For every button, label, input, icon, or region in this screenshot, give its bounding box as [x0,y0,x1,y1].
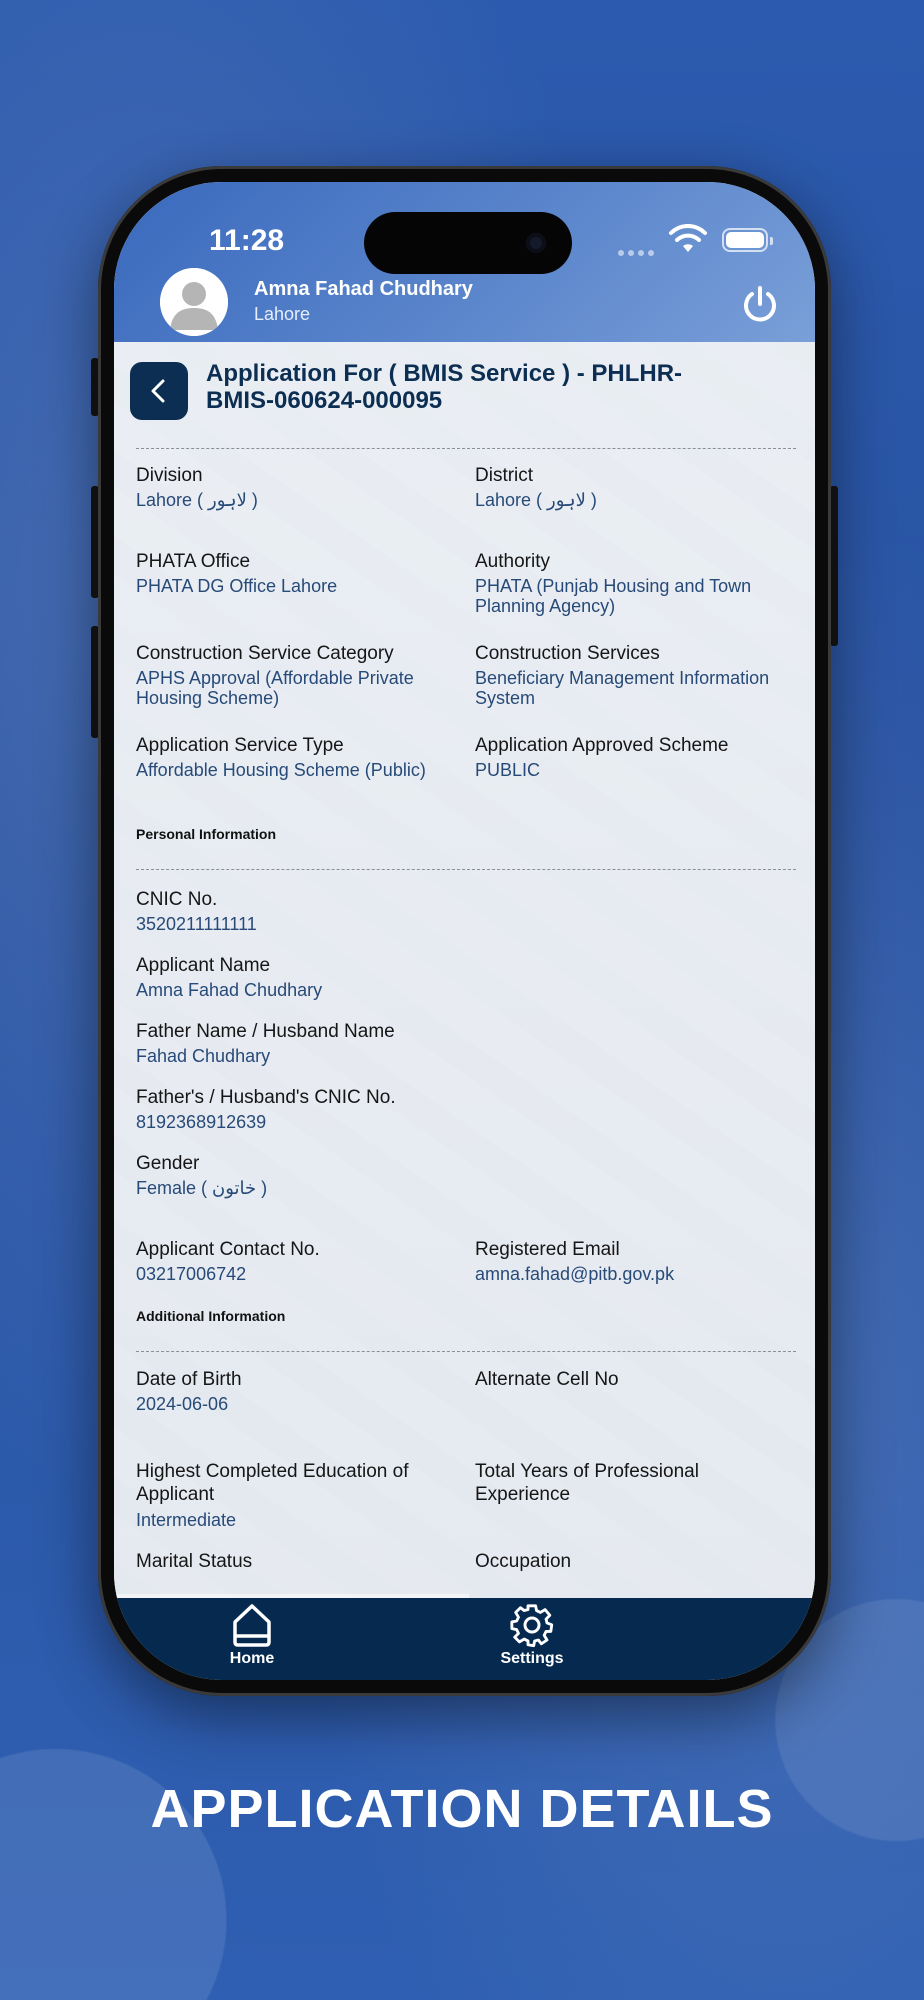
authority-label: Authority [475,551,550,572]
division-value: Lahore ( لاہور ) [136,490,258,510]
gender-label: Gender [136,1153,200,1174]
authority-value: PHATA (Punjab Housing and Town Planning Agency) [475,576,752,616]
nav-settings-label: Settings [500,1650,564,1667]
home-icon [230,1602,274,1648]
service-type-value: Affordable Housing Scheme (Public) [136,760,426,780]
contact-value: 03217006742 [136,1264,247,1284]
construction-services-value: Beneficiary Management Information System [475,668,770,708]
app-header [114,182,815,342]
gear-icon [509,1602,555,1648]
gender-value: Female ( خاتون ) [136,1178,268,1198]
father-cnic-label: Father's / Husband's CNIC No. [136,1087,396,1108]
education-value: Intermediate [136,1510,237,1530]
phata-office-label: PHATA Office [136,551,251,572]
user-city: Lahore [254,304,311,324]
cellular-signal-icon [618,250,654,256]
construction-services-label: Construction Services [475,643,660,664]
battery-icon [722,228,768,252]
construction-category-value: APHS Approval (Affordable Private Housing Scheme) [136,668,414,708]
chevron-left-icon [130,362,188,420]
divider [136,448,796,449]
camera-icon [526,233,546,253]
district-value: Lahore ( لاہور ) [475,490,597,510]
avatar[interactable] [160,268,228,336]
service-type-label: Application Service Type [136,735,344,756]
back-button[interactable] [130,362,188,420]
father-name-label: Father Name / Husband Name [136,1021,395,1042]
cnic-value: 3520211111111 [136,914,257,934]
user-name: Amna Fahad Chudhary [254,278,473,300]
father-cnic-value: 8192368912639 [136,1112,267,1132]
nav-settings[interactable] [462,1602,602,1674]
nav-home-label: Home [229,1650,275,1667]
nav-home[interactable] [182,1602,322,1674]
section-title-personal: Personal Information [136,826,277,842]
cnic-label: CNIC No. [136,889,218,910]
construction-category-label: Construction Service Category [136,643,394,664]
divider [136,1351,796,1352]
section-title-additional: Additional Information [136,1308,286,1324]
approved-scheme-label: Application Approved Scheme [475,735,729,756]
wifi-icon [668,224,708,256]
phata-office-value: PHATA DG Office Lahore [136,576,338,596]
dob-label: Date of Birth [136,1369,242,1390]
application-details-content[interactable] [114,342,815,1598]
bottom-navigation [114,1598,815,1680]
experience-label: Total Years of Professional Experience [475,1461,699,1505]
phone-screen [114,182,815,1680]
applicant-name-value: Amna Fahad Chudhary [136,980,323,1000]
divider [136,869,796,870]
district-label: District [475,465,534,486]
approved-scheme-value: PUBLIC [475,760,541,780]
alt-cell-label: Alternate Cell No [475,1369,619,1390]
power-side-button [830,486,838,646]
dob-value: 2024-06-06 [136,1394,229,1414]
power-icon[interactable] [740,284,780,324]
application-title: Application For ( BMIS Service ) - PHLHR-BMIS-060624-000095 [206,360,683,414]
email-label: Registered Email [475,1239,620,1260]
division-label: Division [136,465,203,486]
occupation-label: Occupation [475,1551,572,1572]
email-value[interactable]: amna.fahad@pitb.gov.pk [475,1264,675,1284]
contact-label: Applicant Contact No. [136,1239,320,1260]
applicant-name-label: Applicant Name [136,955,271,976]
user-avatar-icon [160,268,228,336]
education-label: Highest Completed Education of Applicant [136,1461,409,1505]
promo-headline: APPLICATION DETAILS [150,1779,774,1839]
dynamic-island [364,212,572,274]
father-name-value: Fahad Chudhary [136,1046,271,1066]
marital-label: Marital Status [136,1551,253,1572]
phone-frame [98,166,831,1696]
status-time: 11:28 [209,224,285,257]
